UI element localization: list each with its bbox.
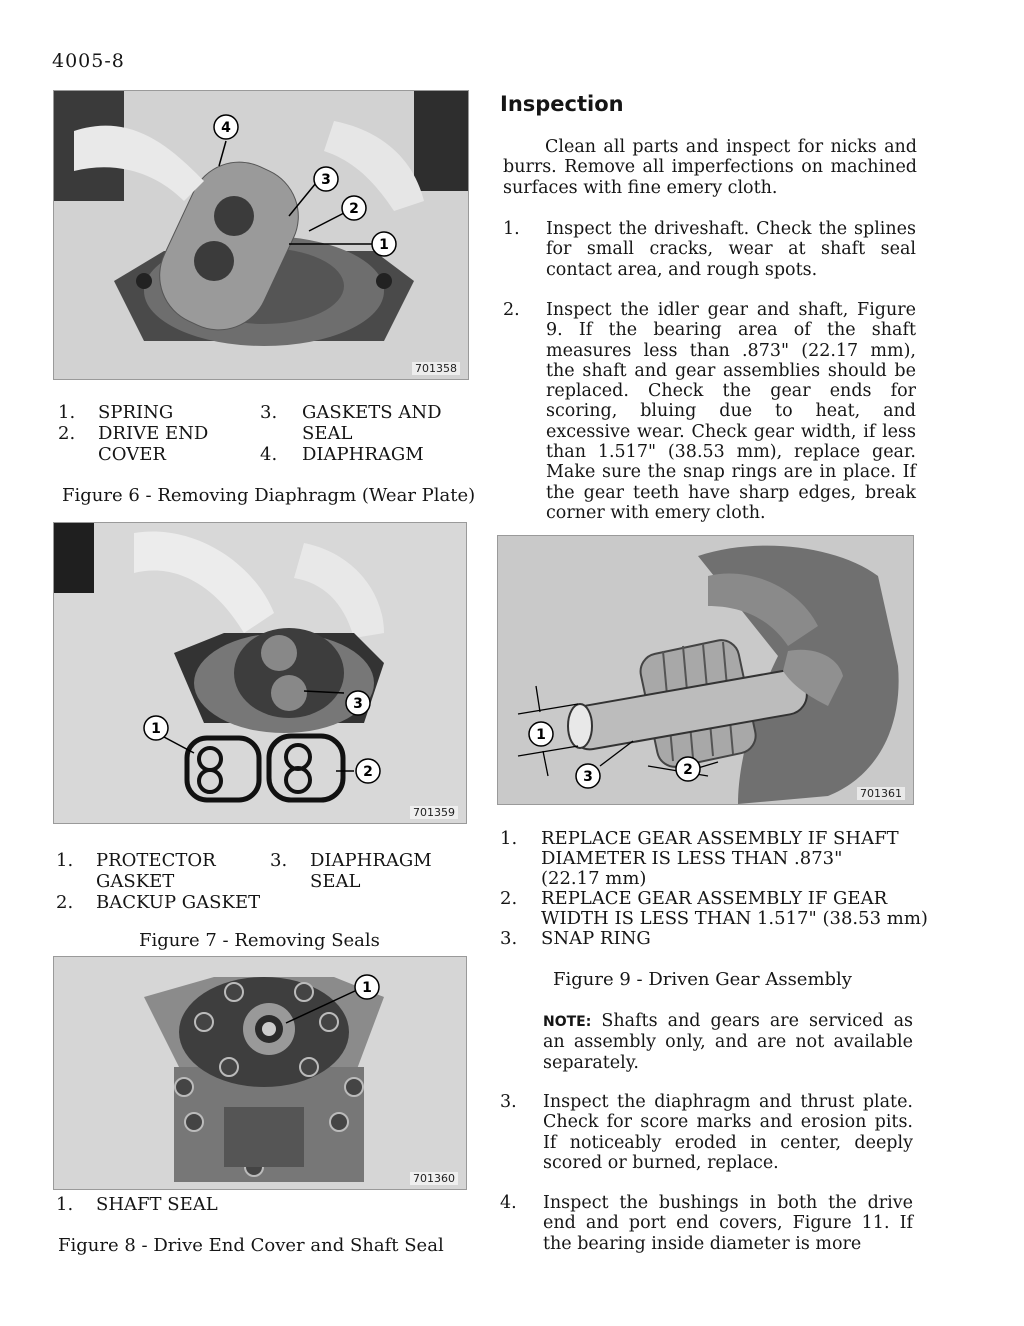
figure-6-legend-num-2: 2. [58,423,76,444]
figure-9-legend [500,828,928,950]
figure-8-legend-text-1: SHAFT SEAL [96,1194,218,1215]
figure-9-illustration [498,536,913,804]
figure-6-caption: Figure 6 - Removing Diaphragm (Wear Plate) [62,485,476,506]
figure-8-callout-1: 1 [362,980,372,996]
figure-6-legend-num-3: 3. [260,402,278,423]
inspection-step-2-text: Inspect the idler gear and shaft, Figure 9. If the bearing area of the shaft measures less than .873" (22.17 mm), the shaft and gear assemblies should be replaced. Check the gear ends for scoring, bluing due to heat, and excessive wear. Check gear width, if less than 1.517" (38.53 mm), replace gear. Make sure the snap rings are in place. If the gear teeth have sharp edges, break corner with emery cloth. [546,300,916,523]
inspection-step-3-text: Inspect the diaphragm and thrust plate. Check for score marks and erosion pits. If noticeably eroded in center, deeply scored or burned, replace. [543,1092,913,1173]
inspection-step-3-num: 3. [500,1092,517,1112]
figure-8-photo [53,956,467,1190]
inspection-step-4-num: 4. [500,1193,517,1213]
inspection-intro-text: Clean all parts and inspect for nicks and burrs. Remove all imperfections on machined surfaces with fine emery cloth. [503,137,917,198]
figure-7-legend-text-2: BACKUP GASKET [96,892,261,913]
figure-6-illustration [54,91,468,379]
page-number: 4005-8 [52,50,125,72]
figure-7-photo [53,522,467,824]
figure-6-callout-3: 3 [321,172,331,188]
figure-6-legend-text-2a: DRIVE END [98,423,209,444]
figure-6-legend-text-1: SPRING [98,402,174,423]
figure-7-legend-num-3: 3. [270,850,288,871]
figure-6-legend-text-3a: GASKETS AND [302,402,442,423]
figure-7-legend-text-1a: PROTECTOR [96,850,216,871]
figure-8-photo-id: 701360 [410,1172,458,1185]
figure-6-callout-4: 4 [221,120,231,136]
figure-9-legend-2-line-1: REPLACE GEAR ASSEMBLY IF GEAR [541,888,888,909]
figure-9-legend-num-2: 2. [500,888,518,909]
figure-9-callout-3: 3 [583,769,593,785]
figure-7-photo-id: 701359 [410,806,458,819]
figure-9-caption: Figure 9 - Driven Gear Assembly [553,969,852,990]
figure-6-legend-text-4: DIAPHRAGM [302,444,424,465]
figure-6-legend-num-4: 4. [260,444,278,465]
figure-8-legend-num-1: 1. [56,1194,74,1215]
figure-8-legend [56,1194,356,1216]
inspection-intro [503,137,917,198]
inspection-step-2-num: 2. [503,300,520,320]
inspection-heading: Inspection [500,92,624,116]
figure-9-legend-3-line-1: SNAP RING [541,928,651,949]
figure-6-callout-1: 1 [379,237,389,253]
figure-7-legend-num-2: 2. [56,892,74,913]
inspection-step-4-text: Inspect the bushings in both the drive end and port end covers, Figure 11. If the bearing inside diameter is more [543,1193,913,1254]
inspection-step-2 [503,300,917,524]
figure-6-photo [53,90,469,380]
figure-7-callout-2: 2 [363,764,373,780]
figure-8-caption: Figure 8 - Drive End Cover and Shaft Seal [58,1235,444,1256]
figure-7-callout-1: 1 [151,721,161,737]
figure-7-caption: Figure 7 - Removing Seals [139,930,380,951]
inspection-step-4 [500,1193,914,1255]
figure-6-photo-id: 701358 [412,362,460,375]
figure-7-legend-text-3a: DIAPHRAGM [310,850,432,871]
note [543,1011,913,1073]
figure-9-callout-2: 2 [683,762,693,778]
figure-7-legend-text-3b: SEAL [310,871,361,892]
figure-7-callout-3: 3 [353,696,363,712]
figure-9-legend-1-line-1: REPLACE GEAR ASSEMBLY IF SHAFT [541,828,899,849]
note-text: Shafts and gears are serviced as an assembly only, and are not available separately. [543,1011,913,1073]
figure-9-legend-2-line-2: WIDTH IS LESS THAN 1.517" (38.53 mm) [541,908,928,929]
figure-9-photo [497,535,914,805]
inspection-step-1-text: Inspect the driveshaft. Check the splines for small cracks, wear at shaft seal contact area, and rough spots. [546,219,916,280]
figure-7-legend-text-1b: GASKET [96,871,175,892]
figure-7-illustration [54,523,466,823]
figure-6-legend-num-1: 1. [58,402,76,423]
figure-7-legend-num-1: 1. [56,850,74,871]
inspection-step-1-num: 1. [503,219,520,239]
figure-6-legend-text-2b: COVER [98,444,166,465]
inspection-step-3 [500,1092,914,1174]
figure-7-legend [56,850,476,916]
figure-9-callout-1: 1 [536,727,546,743]
figure-9-legend-num-3: 3. [500,928,518,949]
figure-9-photo-id: 701361 [857,787,905,800]
figure-6-callout-2: 2 [349,201,359,217]
figure-9-legend-num-1: 1. [500,828,518,849]
figure-8-illustration [54,957,466,1189]
figure-9-legend-1-line-3: (22.17 mm) [541,868,647,889]
figure-6-legend [58,402,478,472]
inspection-step-1 [503,219,917,281]
note-label: NOTE: [543,1014,592,1030]
figure-6-legend-text-3b: SEAL [302,423,353,444]
figure-9-legend-1-line-2: DIAMETER IS LESS THAN .873" [541,848,843,869]
